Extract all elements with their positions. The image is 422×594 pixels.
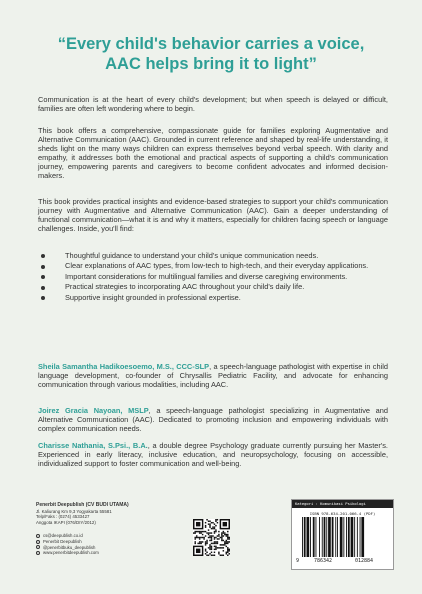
- feature-text: Clear explanations of AAC types, from low-tech to high-tech, and their everyday applications.: [65, 261, 369, 271]
- list-item: [38, 283, 388, 292]
- author-bio: [38, 442, 388, 469]
- author-description: , a speech-language pathologist with expertise in child language development, co-founder of Chrysallis Pediatric Facility, and advocate for enhancing communication through various modalities, including AAC.: [38, 362, 388, 389]
- author-description: , a speech-language pathologist specializing in Augmentative and Alternative Communication (AAC). Dedicated to promoting inclusion and empowering individuals with complex communication needs.: [38, 406, 388, 433]
- contact-text: www.penerbitdeepublish.com: [43, 550, 99, 556]
- author-name: Sheila Samantha Hadikoesoemo, M.S., CCC-SLP: [38, 362, 210, 371]
- author-name: Charisse Nathania, S.Psi., B.A.: [38, 441, 148, 450]
- author-description: , a double degree Psychology graduate currently pursuing her Master's. Experienced in early literacy, inclusive education, and neuropsychology, focusing on accessible, individualized support to foster communication and well-being.: [38, 441, 388, 468]
- contact-row: [36, 550, 166, 556]
- facebook-icon: [36, 540, 40, 544]
- list-item: [38, 262, 388, 271]
- quote-line-1: “Every child's behavior carries a voice,: [57, 35, 365, 53]
- bullet-icon: [41, 286, 45, 290]
- contact-text: cs@deepublish.co.id: [43, 533, 83, 538]
- list-item: [38, 252, 388, 261]
- publisher-contacts: [36, 533, 166, 556]
- author-bio: [38, 363, 388, 390]
- globe-icon: [36, 551, 40, 555]
- feature-text: Important considerations for multilingual families and diverse caregiving environments.: [65, 271, 348, 281]
- list-item: [38, 273, 388, 282]
- publisher-name: Penerbit Deepublish (CV BUDI UTAMA): [36, 502, 129, 508]
- publisher-info: [36, 503, 166, 525]
- bullet-icon: [41, 275, 45, 279]
- feature-list: [38, 252, 388, 304]
- author-bio: [38, 407, 388, 434]
- barcode-digit-prefix: 9: [296, 558, 300, 564]
- bullet-icon: [41, 296, 45, 300]
- feature-text: Practical strategies to incorporating AAC throughout your child's daily life.: [65, 282, 305, 292]
- instagram-icon: [36, 545, 40, 549]
- publisher-membership: Anggota IKAPI (076/DIY/2012): [36, 519, 96, 525]
- bullet-icon: [41, 265, 45, 269]
- quote-line-2: AAC helps bring it to light”: [105, 55, 317, 73]
- barcode-digit-group: 012884: [355, 558, 374, 564]
- isbn-category: Kategori : Komunikasi Psikologi: [292, 500, 393, 508]
- bullet-icon: [41, 254, 45, 258]
- barcode-digit-group: 786342: [314, 558, 333, 564]
- publisher-phone: Telp/Faks : (0274) 4533427: [36, 514, 90, 519]
- book-description-paragraph: This book offers a comprehensive, compassionate guide for families exploring Augmentative and Alternative Communication (AAC). Grounded in current reference and shaped by real-life understanding, it sheds light on the many ways children can express themselves beyond verbal speech. With clarity and empathy, it addresses both the emotional and practical aspects of supporting a child's communication journey, empowering parents and caregivers to become confident advocates and informed decision-makers.: [38, 126, 388, 180]
- intro-paragraph: Communication is at the heart of every child's development; but when speech is delayed or difficult, families are often left wondering where to begin.: [38, 95, 388, 113]
- contact-text: Penerbit Deepublish: [43, 538, 82, 544]
- isbn-barcode-block: [291, 499, 394, 570]
- feature-text: Thoughtful guidance to understand your child's unique communication needs.: [65, 251, 319, 260]
- feature-text: Supportive insight grounded in professional expertise.: [65, 292, 241, 302]
- author-name: Joirez Gracia Nayoan, MSLP: [38, 406, 149, 415]
- barcode-icon: [302, 517, 388, 557]
- publisher-address: Jl. Kaliurang Km 9,3 Yogyakarta 55581: [36, 508, 112, 514]
- contact-text: @penerbitbuku_deepublish: [43, 544, 96, 550]
- isbn-number: ISBN 978-634-201-066-4 (PDF): [309, 511, 376, 516]
- book-insights-paragraph: This book provides practical insights and evidence-based strategies to support your child's communication journey with Augmentative and Alternative Communication (AAC). Gain a deeper understanding of functional communication—what it is and why it matters, especially for children facing speech or language challenges. Inside, you'll find:: [38, 197, 388, 233]
- list-item: [38, 294, 388, 303]
- qr-code-icon[interactable]: [193, 519, 230, 556]
- back-cover-quote: [20, 34, 402, 74]
- mail-icon: [36, 534, 40, 538]
